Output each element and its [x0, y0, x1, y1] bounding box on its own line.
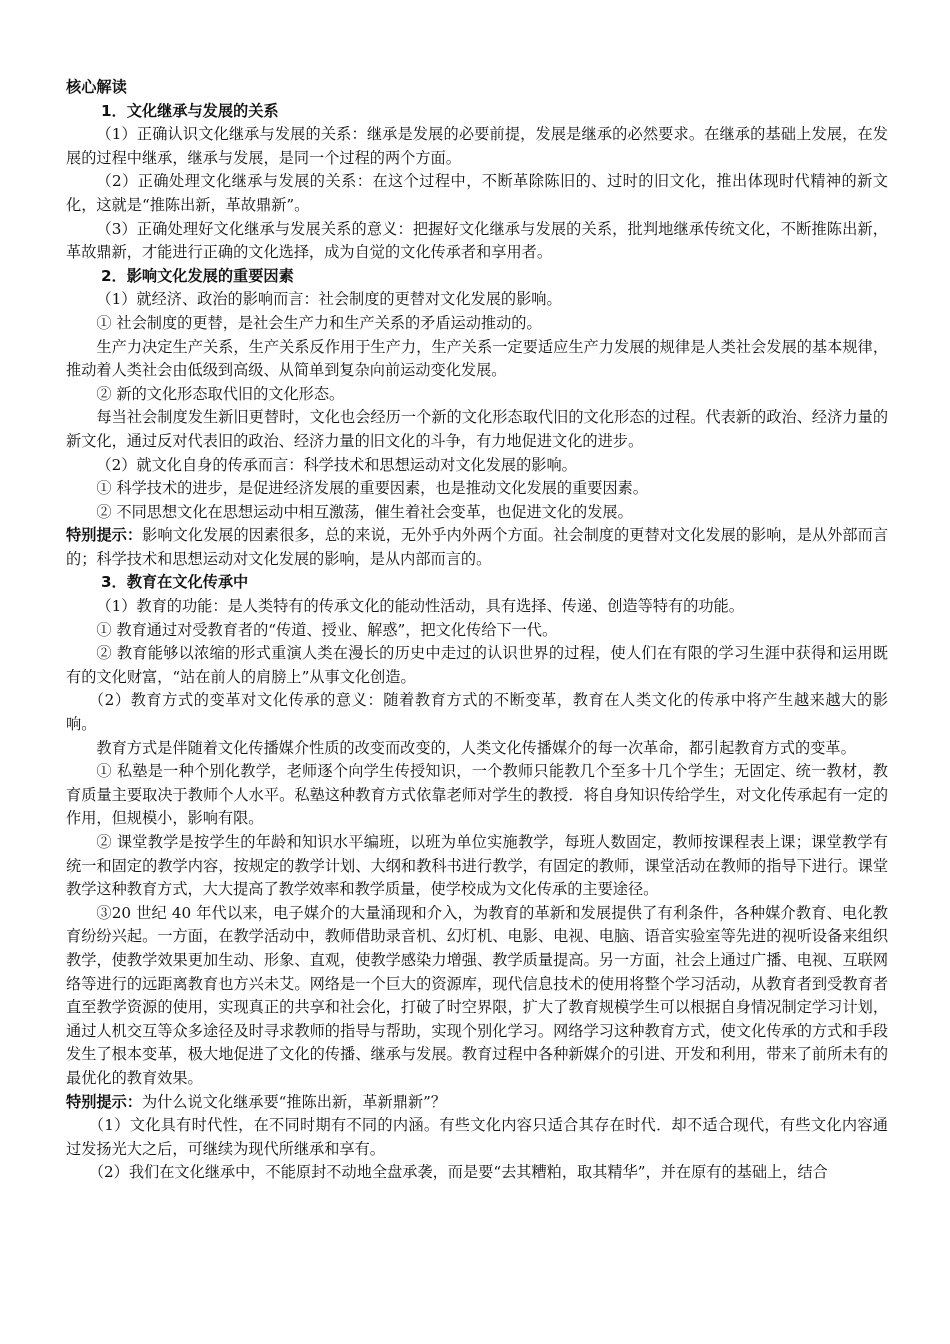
tip-answer-1: （1）文化具有时代性，在不同时期有不同的内涵。有些文化内容只适合其存在时代．却不适合现代，有些文化内容通过发扬光大之后，可继续为现代所继承和享有。	[66, 1116, 888, 1158]
section-3-paragraph-4: （2）教育方式的变革对文化传承的意义：随着教育方式的不断变革，教育在人类文化的传承中将产生越来越大的影响。	[66, 691, 888, 734]
section-3-paragraph-5: 教育方式是伴随着文化传播媒介性质的改变而改变的，人类文化传播媒介的每一次革命，都引起教育方式的变革。	[96, 738, 856, 757]
page-title: 核心解读	[66, 78, 127, 96]
section-3-special-tip	[66, 1091, 888, 1115]
section-2-paragraph-7: ① 科学技术的进步，是促进经济发展的重要因素，也是推动文化发展的重要因素。	[96, 479, 648, 498]
special-tip-label: 特别提示：	[66, 1092, 142, 1111]
section-2-special-tip	[66, 524, 888, 571]
section-3-paragraph-2: ① 教育通过对受教育者的“传道、授业、解惑”，把文化传给下一代。	[96, 620, 558, 639]
section-3-paragraph-3: ② 教育能够以浓缩的形式重演人类在漫长的历史中走过的认识世界的过程，使人们在有限的学习生涯中获得和运用既有的文化财富，“站在前人的肩膀上”从事文化创造。	[66, 644, 888, 686]
section-2-paragraph-6: （2）就文化自身的传承而言：科学技术和思想运动对文化发展的影响。	[96, 455, 577, 474]
section-2-paragraph-4: ② 新的文化形态取代旧的文化形态。	[96, 384, 345, 403]
special-tip-label: 特别提示：	[66, 526, 143, 545]
section-2-paragraph-1: （1）就经济、政治的影响而言：社会制度的更替对文化发展的影响。	[96, 290, 562, 309]
section-2-paragraph-8: ② 不同思想文化在思想运动中相互激荡，催生着社会变革，也促进文化的发展。	[96, 502, 633, 521]
section-2-paragraph-3: 生产力决定生产关系，生产关系反作用于生产力，生产关系一定要适应生产力发展的规律是人类社会发展的基本规律，推动着人类社会由低级到高级、从简单到复杂向前运动变化发展。	[66, 337, 888, 380]
special-tip-text: 影响文化发展的因素很多，总的来说，无外乎内外两个方面。社会制度的更替对文化发展的影响，是从外部而言的；科学技术和思想运动对文化发展的影响，是从内部而言的。	[66, 526, 889, 568]
section-3-paragraph-6: ① 私塾是一种个别化教学，老师逐个向学生传授知识，一个教师只能教几个至多十几个学生；无固定、统一教材，教育质量主要取决于教师个人水平。私塾这种教育方式依靠老师对学生的教授．将自身知识传给学生，对文化传承起有一定的作用，但规模小，影响有限。	[66, 762, 888, 828]
section-3-heading: 3．教育在文化传承中	[100, 573, 249, 592]
section-3-paragraph-1: （1）教育的功能：是人类特有的传承文化的能动性活动，具有选择、传递、创造等特有的功能。	[96, 597, 744, 616]
section-2-paragraph-2: ① 社会制度的更替，是社会生产力和生产关系的矛盾运动推动的。	[96, 313, 542, 332]
section-1-paragraph-1: （1）正确认识文化继承与发展的关系：继承是发展的必要前提，发展是继承的必然要求。在继承的基础上发展，在发展的过程中继承，继承与发展，是同一个过程的两个方面。	[66, 125, 888, 167]
section-2-heading: 2．影响文化发展的重要因素	[100, 266, 294, 285]
section-3-paragraph-7: ② 课堂教学是按学生的年龄和知识水平编班，以班为单位实施教学，每班人数固定，教师按课程表上课；课堂教学有统一和固定的教学内容，按规定的教学计划、大纲和教科书进行教学，有固定的教师，课堂活动在教师的指导下进行。课堂教学这种教育方式，大大提高了教学效率和教学质量，使学校成为文化传承的主要途径。	[66, 833, 888, 899]
section-1-paragraph-2: （2）正确处理文化继承与发展的关系：在这个过程中，不断革除陈旧的、过时的旧文化，推出体现时代精神的新文化，这就是“推陈出新，革故鼎新”。	[66, 172, 888, 214]
section-1-heading: 1．文化继承与发展的关系	[100, 101, 279, 120]
special-tip-text: 为什么说文化继承要“推陈出新，革新鼎新”？	[141, 1092, 447, 1111]
document-page	[66, 76, 888, 1185]
section-1-paragraph-3: （3）正确处理好文化继承与发展关系的意义：把握好文化继承与发展的关系，批判地继承传统文化，不断推陈出新，革故鼎新，才能进行正确的文化选择，成为自觉的文化传承者和享用者。	[66, 219, 888, 262]
section-3-paragraph-8: ③20 世纪 40 年代以来，电子媒介的大量涌现和介入，为教育的革新和发展提供了有利条件，各种媒介教育、电化教育纷纷兴起。一方面，在教学活动中，教师借助录音机、幻灯机、电影、电视、电脑、语音实验室等先进的视听设备来组织教学，使教学效果更加生动、形象、直观，使教学感染力增强、教学质量提高。另一方面，社会上通过广播、电视、互联网络等进行的远距离教育也方兴未艾。网络是一个巨大的资源库，现代信息技术的使用将整个学习活动，从教育者到受教育者直至教学资源的使用，实现真正的共享和社会化，打破了时空界限，扩大了教育规模学生可以根据自身情况制定学习计划，通过人机交互等众多途径及时寻求教师的指导与帮助，实现个别化学习。网络学习这种教育方式，使文化传承的方式和手段发生了根本变革，极大地促进了文化的传播、继承与发展。教育过程中各种新媒介的引进、开发和利用，带来了前所未有的最优化的教育效果。	[66, 903, 888, 1087]
section-2-paragraph-5: 每当社会制度发生新旧更替时，文化也会经历一个新的文化形态取代旧的文化形态的过程。代表新的政治、经济力量的新文化，通过反对代表旧的政治、经济力量的旧文化的斗争，有力地促进文化的进步。	[66, 408, 888, 450]
tip-answer-2: （2）我们在文化继承中，不能原封不动地全盘承袭，而是要“去其糟粕，取其精华”，并在原有的基础上，结合	[88, 1163, 828, 1182]
